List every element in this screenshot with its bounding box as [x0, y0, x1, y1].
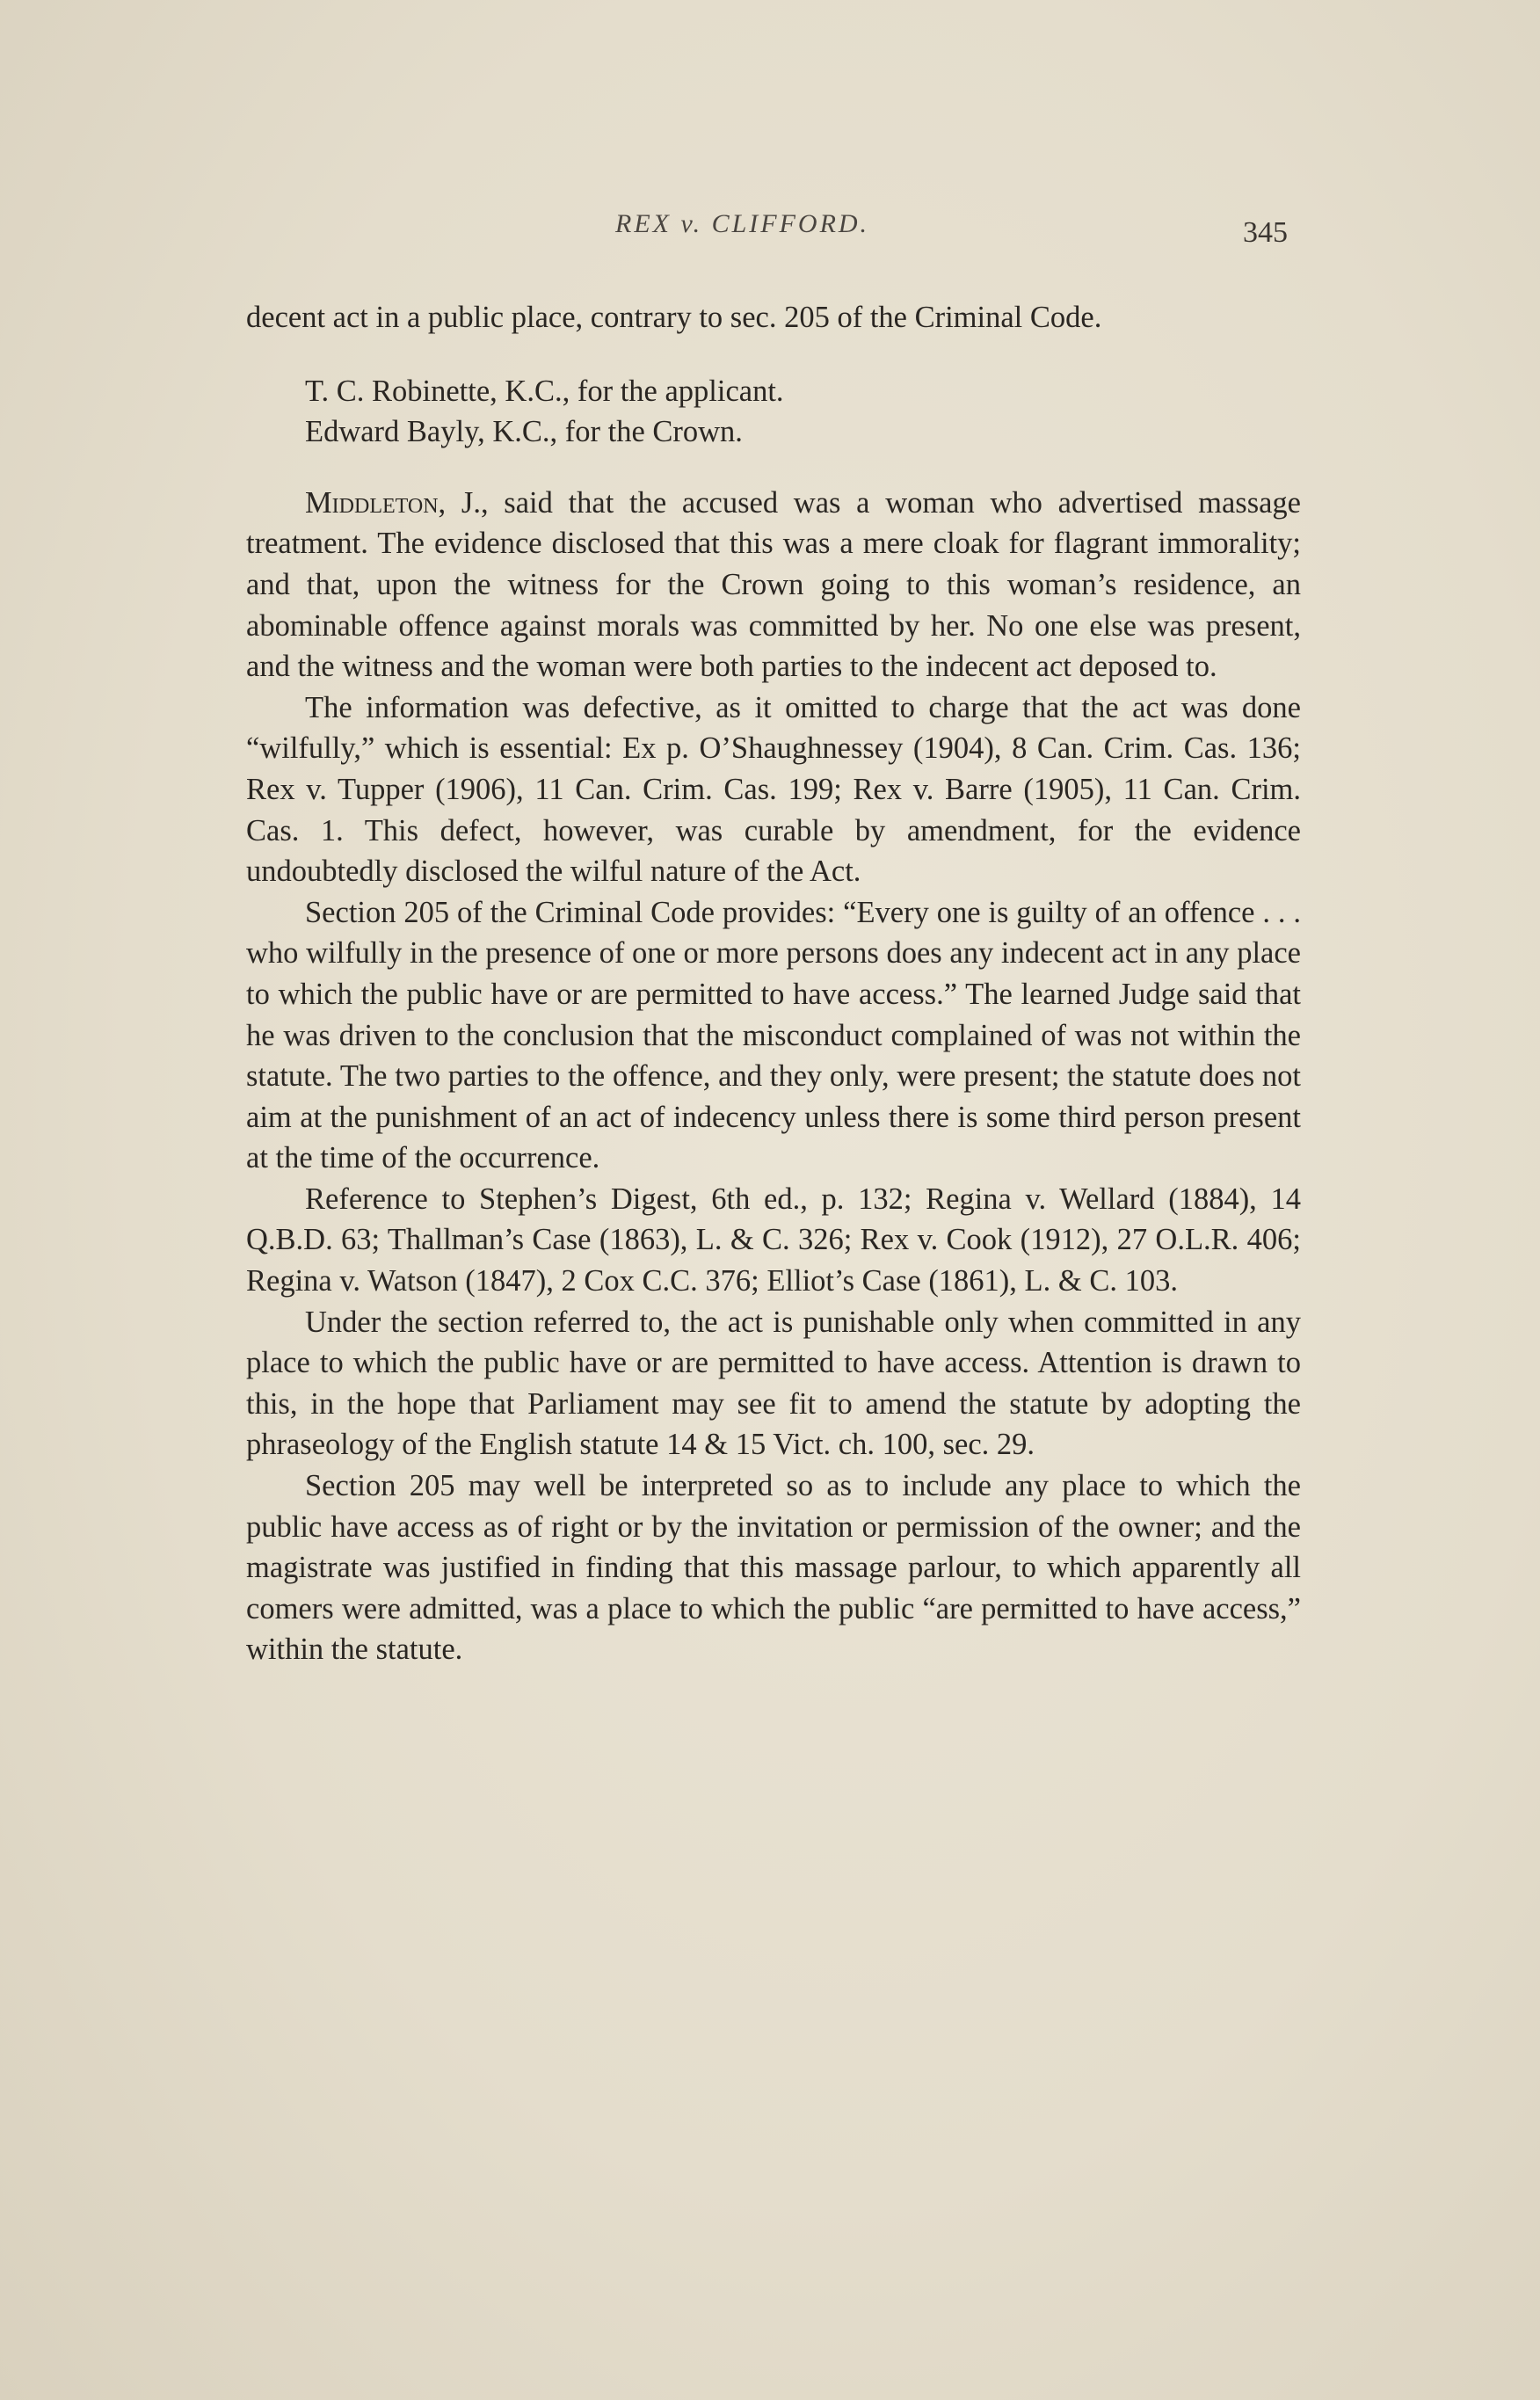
opening-paragraph: decent act in a public place, contrary to sec. 205 of the Criminal Code. [246, 301, 1102, 334]
paragraph-section-205: Section 205 of the Criminal Code provides: “Every one is guilty of an offence . . . who wilfully in the presence of one or more persons does any indecent act in any place to which the public have or are permitted to have access.” The learned Judge said that he was driven to the conclusion that the misconduct complained of was not within the statute. The two parties to the offence, and they only, were present; the statute does not aim at the punishment of an act of indecency unless there is some third person present at the time of the occurrence. [246, 895, 1301, 1175]
counsel-crown: Edward Bayly, K.C., for the Crown. [305, 415, 743, 449]
judgment-opening-paragraph [246, 483, 1301, 687]
counsel-applicant: T. C. Robinette, K.C., for the applicant. [305, 374, 784, 408]
body-text [246, 297, 1301, 1670]
running-title: REX v. CLIFFORD. [615, 209, 870, 238]
paragraph-punishable: Under the section referred to, the act is punishable only when committed in any place to which the public have or are permitted to have access. Attention is drawn to this, in the hope that Parliament may see fit to amend the statute by adopting the phraseology of the English statute 14 & 15 Vict. ch. 100, sec. 29. [246, 1305, 1301, 1462]
judgment-opening-text: , J., said that the accused was a woman who advertised massage treatment. The evidence disclosed that this was a mere cloak for flagrant immorality; and that, upon the witness for the Crown going to this woman’s residence, an abominable offence against morals was committed by her. No one else was present, and the witness and the woman were both parties to the indecent act deposed to. [246, 485, 1301, 684]
page-number: 345 [1243, 216, 1288, 249]
paragraph-references: Reference to Stephen’s Digest, 6th ed., p. 132; Regina v. Wellard (1884), 14 Q.B.D. 63; Thallman’s Case (1863), L. & C. 326; Rex v. Cook (1912), 27 O.L.R. 406; Regina v. Watson (1847), 2 Cox C.C. 376; Elliot’s Case (1861), L. & C. 103. [246, 1182, 1301, 1298]
paragraph-interpretation: Section 205 may well be interpreted so as to include any place to which the public have access as of right or by the invitation or permission of the owner; and the magistrate was justified in finding that this massage parlour, to which apparently all comers were admitted, was a place to which the public “are permitted to have access,” within the statute. [246, 1469, 1301, 1667]
running-head [0, 209, 1540, 262]
paragraph-information-defective: The information was defective, as it omitted to charge that the act was done “wilfully,” which is essential: Ex p. O’Shaughnessey (1904), 8 Can. Crim. Cas. 136; Rex v. Tupper (1906), 11 Can. Crim. Cas. 199; Rex v. Barre (1905), 11 Can. Crim. Cas. 1. This defect, however, was curable by amendment, for the evidence undoubtedly disclosed the wilful nature of the Act. [246, 690, 1301, 889]
judge-name: Middleton [305, 485, 439, 520]
